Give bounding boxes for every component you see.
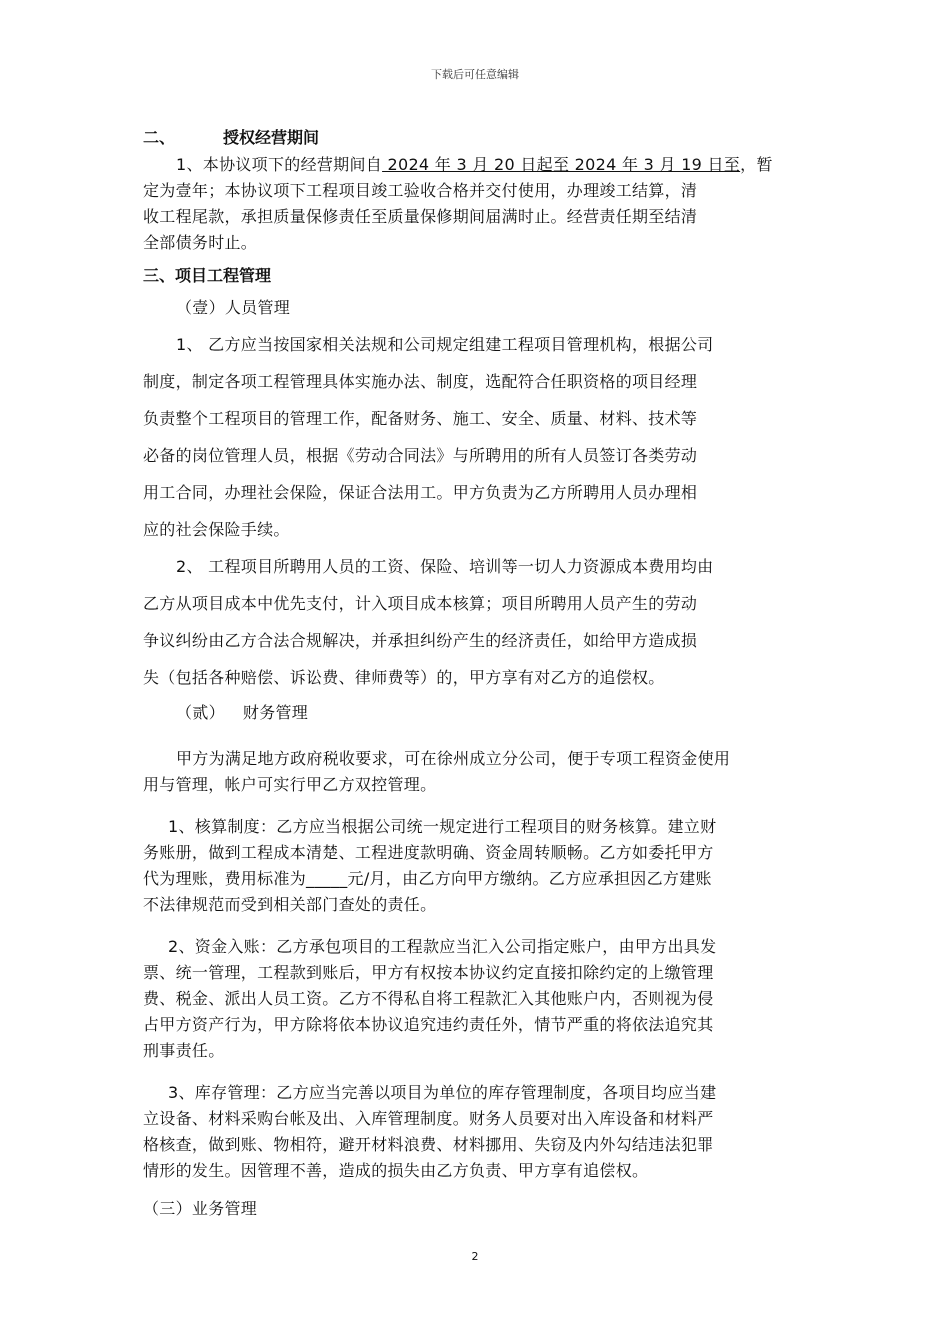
paragraph-line: 乙方从项目成本中优先支付，计入项目成本核算；项目所聘用人员产生的劳动	[143, 594, 698, 613]
paragraph-line: 负责整个工程项目的管理工作，配备财务、施工、安全、质量、材料、技术等	[143, 409, 698, 428]
paragraph-line: 立设备、材料采购台帐及出、入库管理制度。财务人员要对出入库设备和材料严	[143, 1109, 714, 1128]
text-run: 代为理账，费用标准为	[143, 869, 307, 888]
paragraph-line: 定为壹年；本协议项下工程项目竣工验收合格并交付使用，办理竣工结算，清	[143, 181, 698, 200]
paragraph-line: 2、 工程项目所聘用人员的工资、保险、培训等一切人力资源成本费用均由	[176, 557, 714, 576]
document-body	[143, 124, 808, 1222]
subsection-1-title: （壹）人员管理	[176, 298, 291, 317]
fee-blank: _____	[306, 869, 348, 888]
section-3-title: 三、项目工程管理	[143, 266, 272, 285]
subsection-2-number: （贰）	[176, 703, 225, 722]
paragraph-line: 收工程尾款，承担质量保修责任至质量保修期间届满时止。经营责任期至结清	[143, 207, 698, 226]
section-2-text: 授权经营期间	[223, 128, 320, 147]
paragraph-line: 刑事责任。	[143, 1041, 225, 1060]
text-run: 1、本协议项下的经营期间自	[176, 155, 383, 174]
paragraph-line: 1、核算制度：乙方应当根据公司统一规定进行工程项目的财务核算。建立财	[168, 817, 717, 836]
paragraph-line: 不法律规范而受到相关部门查处的责任。	[143, 895, 437, 914]
paragraph-line: 失（包括各种赔偿、诉讼费、律师费等）的，甲方享有对乙方的追偿权。	[143, 668, 665, 687]
paragraph-line: 3、库存管理：乙方应当完善以项目为单位的库存管理制度，各项目均应当建	[168, 1083, 717, 1102]
section-2-paragraph	[143, 152, 808, 256]
paragraph-line: 情形的发生。因管理不善，造成的损失由乙方负责、甲方享有追偿权。	[143, 1161, 649, 1180]
paragraph-line: 应的社会保险手续。	[143, 520, 290, 539]
paragraph-line: 票、统一管理，工程款到账后，甲方有权按本协议约定直接扣除约定的上缴管理	[143, 963, 714, 982]
page-number: 2	[471, 1250, 479, 1263]
subsection-2-text: 财务管理	[242, 703, 309, 722]
subsection-3-title: （三）业务管理	[143, 1199, 258, 1218]
subsection-2-title	[143, 696, 808, 730]
page-header: 下载后可任意编辑	[431, 68, 519, 81]
paragraph-line: 占甲方资产行为，甲方除将依本协议追究违约责任外，情节严重的将依法追究其	[143, 1015, 714, 1034]
paragraph-line: 必备的岗位管理人员，根据《劳动合同法》与所聘用的所有人员签订各类劳动	[143, 446, 698, 465]
paragraph-line: 1、 乙方应当按国家相关法规和公司规定组建工程项目管理机构，根据公司	[176, 335, 714, 354]
paragraph-line: 务账册，做到工程成本清楚、工程进度款明确、资金周转顺畅。乙方如委托甲方	[143, 843, 714, 862]
paragraph-line: 2、资金入账：乙方承包项目的工程款应当汇入公司指定账户，由甲方出具发	[168, 937, 717, 956]
funds-paragraph	[143, 934, 808, 1064]
paragraph-line: 甲方为满足地方政府税收要求，可在徐州成立分公司，便于专项工程资金使用	[176, 749, 731, 768]
paragraph-line: 全部债务时止。	[143, 233, 258, 252]
paragraph-line: 用与管理，帐户可实行甲乙方双控管理。	[143, 775, 437, 794]
text-run: 元/月，由乙方向甲方缴纳。乙方应承担因乙方建账	[347, 869, 712, 888]
paragraph-line: 费、税金、派出人员工资。乙方不得私自将工程款汇入其他账户内，否则视为侵	[143, 989, 714, 1008]
section-2-title	[143, 124, 808, 152]
paragraph-line: 制度，制定各项工程管理具体实施办法、制度，选配符合任职资格的项目经理	[143, 372, 698, 391]
paragraph-line: 用工合同，办理社会保险，保证合法用工。甲方负责为乙方所聘用人员办理相	[143, 483, 698, 502]
paragraph-line: 争议纠纷由乙方合法合规解决，并承担纠纷产生的经济责任，如给甲方造成损	[143, 631, 698, 650]
paragraph-line: 格核查，做到账、物相符，避开材料浪费、材料挪用、失窃及内外勾结违法犯罪	[143, 1135, 714, 1154]
section-2-number: 二、	[143, 128, 176, 147]
inventory-paragraph	[143, 1080, 808, 1184]
accounting-paragraph	[143, 814, 808, 918]
personnel-paragraph-2	[143, 548, 808, 696]
text-run: ，暂	[740, 155, 773, 174]
personnel-paragraph-1	[143, 326, 808, 548]
finance-intro-paragraph	[143, 746, 808, 798]
period-dates: 2024 年 3 月 20 日起至 2024 年 3 月 19 日至	[382, 155, 741, 174]
